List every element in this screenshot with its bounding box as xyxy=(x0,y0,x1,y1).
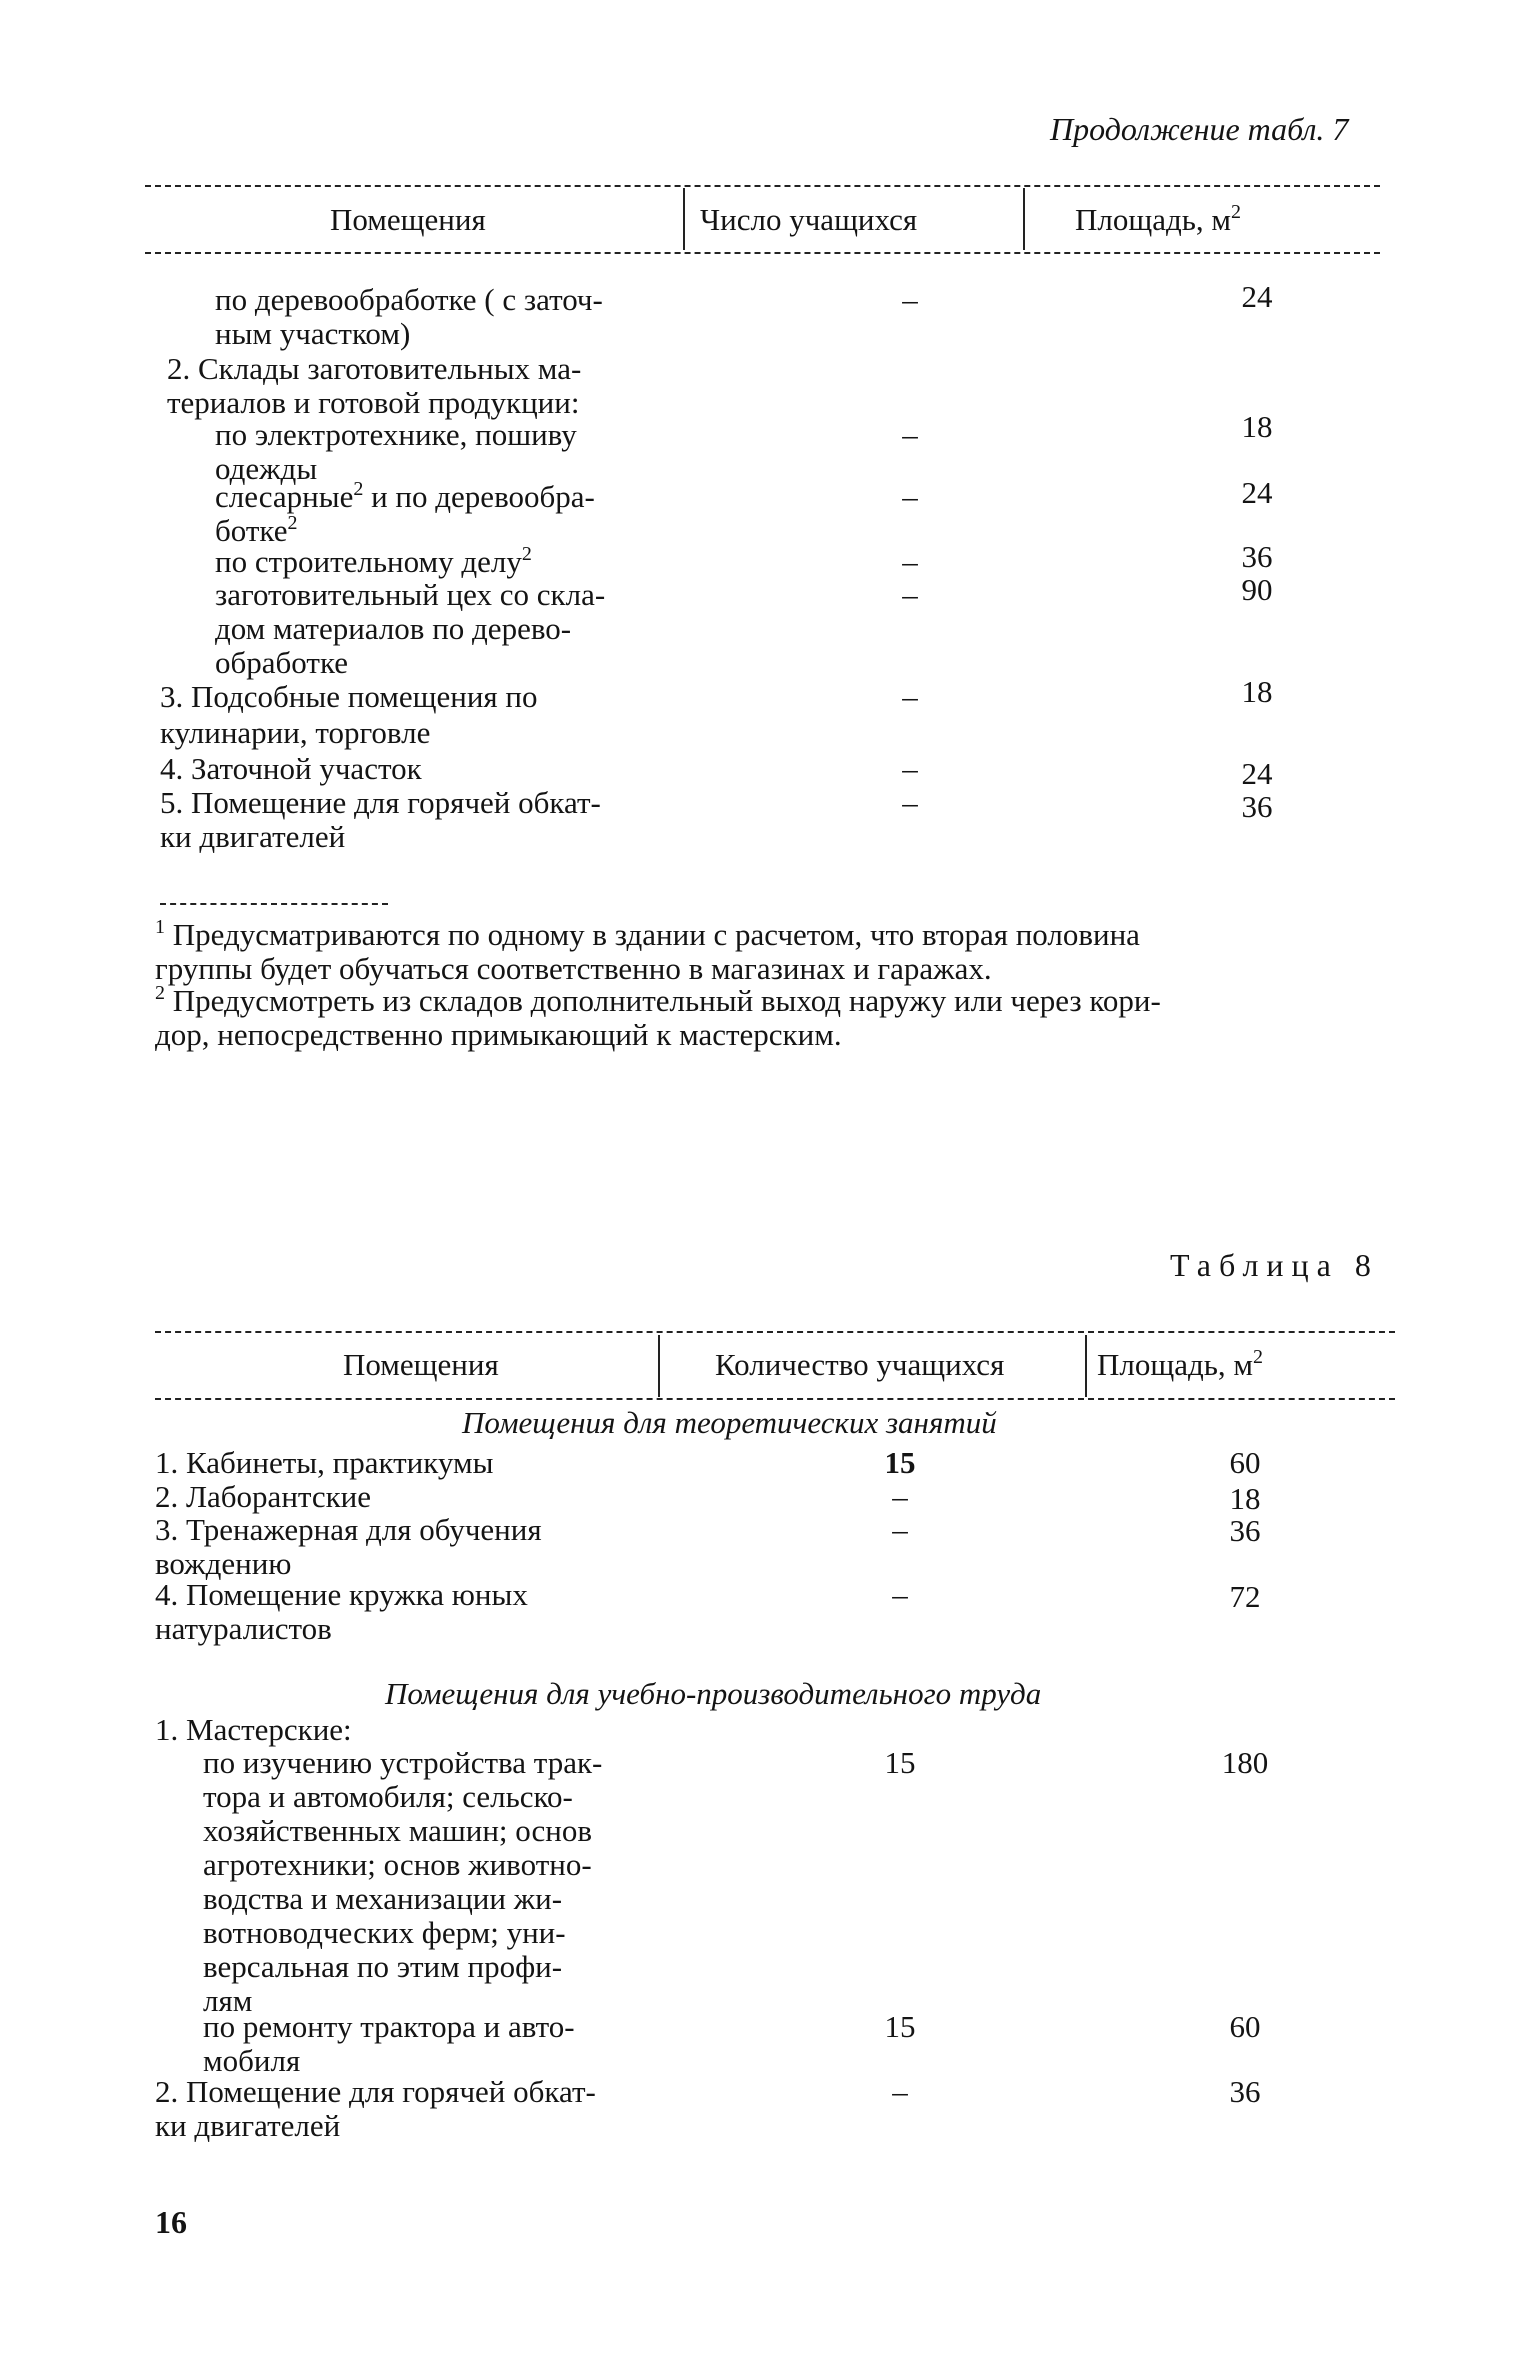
table7-caption: Продолжение табл. 7 xyxy=(1050,111,1349,147)
table-row: 2. Склады заготовительных ма- териалов и готовой продукции: xyxy=(167,351,582,420)
table-row: 4. Помещение кружка юных натуралистов xyxy=(155,1577,528,1646)
count-cell: – xyxy=(902,544,918,579)
table-row: 3. Подсобные помещения по кулинарии, торговле xyxy=(160,679,538,750)
area-cell: 36 xyxy=(1241,539,1273,574)
table-row: 2. Помещение для горячей обкат- ки двигателей xyxy=(155,2074,596,2143)
area-cell: 24 xyxy=(1241,756,1273,791)
count-cell: – xyxy=(902,679,918,714)
table8-header-divider-1 xyxy=(658,1335,660,1397)
table-row: по изучению устройства трак- тора и автомобиля; сельско- хозяйственных машин; основ агротехники; основ животно- водства и механизации жи- вотноводческих ферм; уни- версальная по этим профи- лям xyxy=(203,1745,603,2018)
table7-header-count: Число учащихся xyxy=(700,202,918,237)
table8-header-count: Количество учащихся xyxy=(715,1347,1005,1382)
count-cell: – xyxy=(902,577,918,612)
area-cell: 24 xyxy=(1241,279,1273,314)
count-cell: 15 xyxy=(884,1445,916,1480)
area-cell: 72 xyxy=(1229,1579,1261,1614)
count-cell: 15 xyxy=(884,2009,916,2044)
area-cell: 18 xyxy=(1241,674,1273,709)
footnote-2: $^2$ Предусмотреть из складов дополнительный выход наружу или через кори- дор, непосредственно примыкающий к мастерским. xyxy=(155,982,1161,1052)
count-cell: – xyxy=(902,417,918,452)
table7-header-room: Помещения xyxy=(330,202,486,237)
table7-header-divider-2 xyxy=(1023,188,1025,250)
area-cell: 60 xyxy=(1229,2009,1261,2044)
section-heading-theory: Помещения для теоретических занятий xyxy=(462,1405,997,1440)
table-row: по строительному делу$^2$ xyxy=(215,543,532,579)
table-row: 1. Кабинеты, практикумы xyxy=(155,1445,494,1480)
table8-caption: Таблица 8 xyxy=(1170,1247,1379,1283)
footnote-1: $^1$ Предусматриваются по одному в здании с расчетом, что вторая половина группы будет обучаться соответственно в магазинах и гаражах. xyxy=(155,916,1140,986)
table7-header-area: Площадь, $м^2$ xyxy=(1075,201,1242,237)
table-row: заготовительный цех со скла- дом материалов по дерево- обработке xyxy=(215,577,606,680)
count-cell: – xyxy=(892,2074,908,2109)
table7-header-divider-1 xyxy=(683,188,685,250)
table7-top-rule xyxy=(145,185,1380,187)
count-cell: – xyxy=(892,1577,908,1612)
area-cell: 36 xyxy=(1229,1513,1261,1548)
table7-header-rule xyxy=(145,252,1380,254)
count-cell: – xyxy=(892,1512,908,1547)
table-row: 4. Заточной участок xyxy=(160,751,422,786)
table8-top-rule xyxy=(155,1331,1395,1333)
table-row: по электротехнике, пошиву одежды xyxy=(215,417,577,486)
area-cell: 36 xyxy=(1241,789,1273,824)
area-cell: 24 xyxy=(1241,475,1273,510)
area-cell: 60 xyxy=(1229,1445,1261,1480)
table-row: 3. Тренажерная для обучения вождению xyxy=(155,1512,542,1581)
count-cell: – xyxy=(902,751,918,786)
table-row: слесарные$^2$ и по деревообра- ботке$^2$ xyxy=(215,478,595,548)
list-item: 1. Мастерские: xyxy=(155,1712,352,1747)
area-cell: 180 xyxy=(1221,1745,1269,1780)
count-cell: 15 xyxy=(884,1745,916,1780)
count-cell: – xyxy=(892,1479,908,1514)
count-cell: – xyxy=(902,282,918,317)
page-number: 16 xyxy=(155,2204,187,2240)
area-cell: 18 xyxy=(1229,1481,1261,1516)
table-row: 2. Лаборантские xyxy=(155,1479,372,1514)
footnote-rule xyxy=(160,903,388,905)
table-row: по деревообработке ( с заточ- ным участком) xyxy=(215,282,603,351)
count-cell: – xyxy=(902,479,918,514)
area-cell: 36 xyxy=(1229,2074,1261,2109)
count-cell: – xyxy=(902,785,918,820)
area-cell: 90 xyxy=(1241,572,1273,607)
section-heading-labor: Помещения для учебно-производительного труда xyxy=(385,1676,1042,1711)
table8-header-room: Помещения xyxy=(343,1347,499,1382)
table8-header-divider-2 xyxy=(1085,1335,1087,1397)
table-row: 5. Помещение для горячей обкат- ки двигателей xyxy=(160,785,601,854)
table8-header-rule xyxy=(155,1398,1395,1400)
table8-header-area: Площадь, $м^2$ xyxy=(1097,1346,1264,1382)
area-cell: 18 xyxy=(1241,409,1273,444)
table-row: по ремонту трактора и авто- мобиля xyxy=(203,2009,575,2078)
